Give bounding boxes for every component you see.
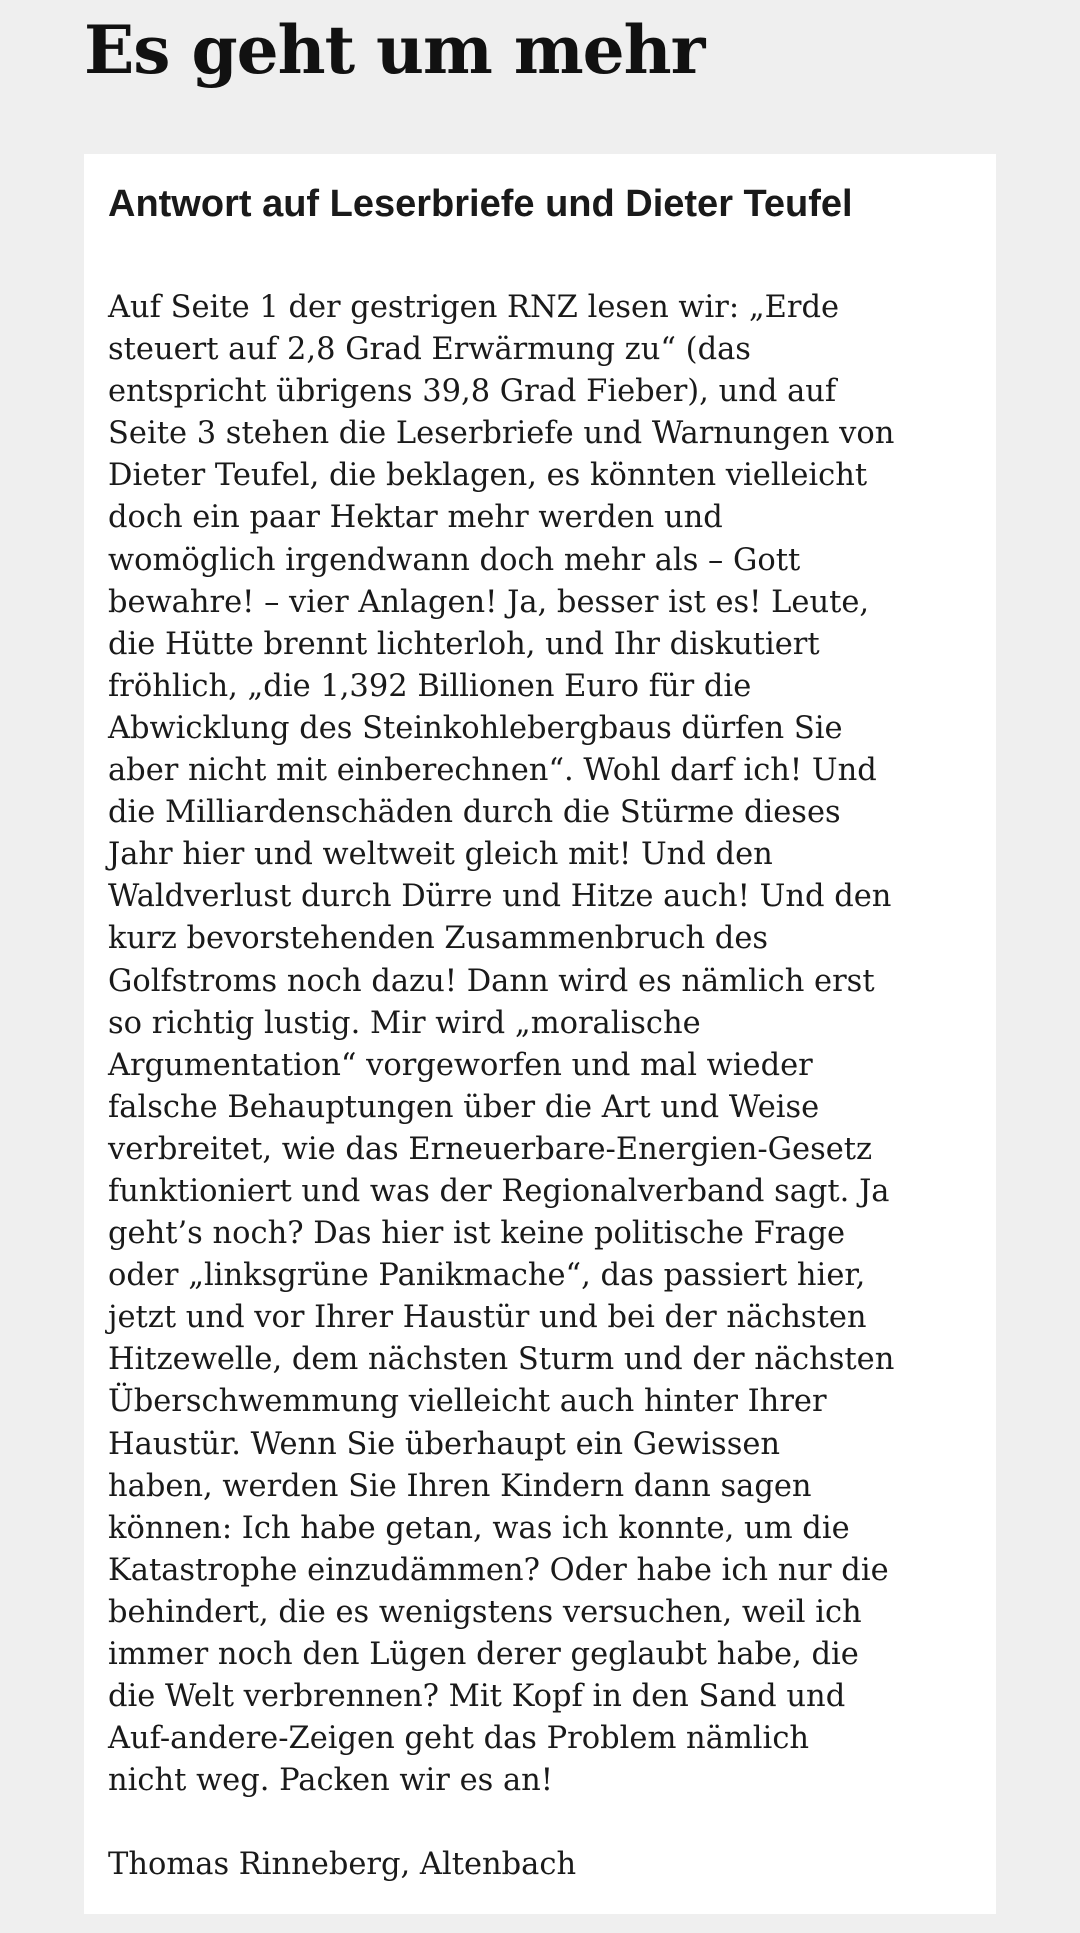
letter-line: funktioniert und was der Regionalverband sagt. Ja [108,1173,890,1209]
letter-line: doch ein paar Hektar mehr werden und [108,500,723,536]
letter-card [84,154,996,1914]
letter-line: immer noch den Lügen derer geglaubt habe, die [108,1637,859,1672]
letter-title: Antwort auf Leserbriefe und Dieter Teufel [108,183,853,225]
letter-line: Hitzewelle, dem nächsten Sturm und der nächsten [108,1342,895,1378]
letter-line: Waldverlust durch Dürre und Hitze auch! Und den [108,879,892,915]
letter-line: Golfstroms noch dazu! Dann wird es nämlich erst [108,963,875,999]
letter-line: entspricht übrigens 39,8 Grad Fieber), und auf [108,374,837,410]
letter-line: Auf Seite 1 der gestrigen RNZ lesen wir: „Erde [108,290,840,325]
letter-line: Abwicklung des Steinkohlebergbaus dürfen Sie [108,710,843,746]
letter-line: Seite 3 stehen die Leserbriefe und Warnungen von [108,416,895,452]
letter-line: Katastrophe einzudämmen? Oder habe ich nur die [108,1552,889,1588]
letter-line: die Welt verbrennen? Mit Kopf in den Sand und [108,1679,846,1715]
letter-line: haben, werden Sie Ihren Kindern dann sagen [108,1468,812,1504]
letter-line: die Milliardenschäden durch die Stürme dieses [108,795,841,831]
letter-line: oder „linksgrüne Panikmache“, das passiert hier, [108,1258,866,1294]
letter-line: behindert, die es wenigstens versuchen, weil ich [108,1594,862,1630]
letter-line: womöglich irgendwann doch mehr als – Gott [108,542,801,578]
letter-line: bewahre! – vier Anlagen! Ja, besser ist es! Leute, [108,584,870,620]
letter-signature: Thomas Rinneberg, Altenbach [108,1847,577,1882]
letter-line: fröhlich, „die 1,392 Billionen Euro für die [108,668,752,704]
letter-line: falsche Behauptungen über die Art und Weise [108,1089,820,1125]
letter-line: aber nicht mit einberechnen“. Wohl darf ich! Und [108,753,877,789]
letter-line: jetzt und vor Ihrer Haustür und bei der nächsten [108,1300,867,1336]
letter-line: steuert auf 2,8 Grad Erwärmung zu“ (das [108,332,751,368]
letter-line: geht’s noch? Das hier ist keine politische Frage [108,1216,846,1252]
letter-line: die Hütte brennt lichterloh, und Ihr diskutiert [108,626,820,662]
letter-line: Überschwemmung vielleicht auch hinter Ihrer [108,1384,827,1420]
letter-line: Jahr hier und weltweit gleich mit! Und den [108,837,773,873]
letter-line: so richtig lustig. Mir wird „moralische [108,1005,701,1041]
letter-line: können: Ich habe getan, was ich konnte, um die [108,1510,850,1546]
page-title: Es geht um mehr [84,11,705,89]
letter-line: Dieter Teufel, die beklagen, es könnten vielleicht [108,458,868,494]
letter-body [108,287,988,1802]
letter-line: Haustür. Wenn Sie überhaupt ein Gewissen [108,1426,781,1462]
letter-line: Argumentation“ vorgeworfen und mal wieder [108,1047,813,1083]
letter-line: nicht weg. Packen wir es an! [108,1763,554,1799]
letter-line: verbreitet, wie das Erneuerbare-Energien-Gesetz [108,1131,873,1167]
letter-line: kurz bevorstehenden Zusammenbruch des [108,921,769,957]
letter-line: Auf-andere-Zeigen geht das Problem nämlich [108,1721,810,1757]
